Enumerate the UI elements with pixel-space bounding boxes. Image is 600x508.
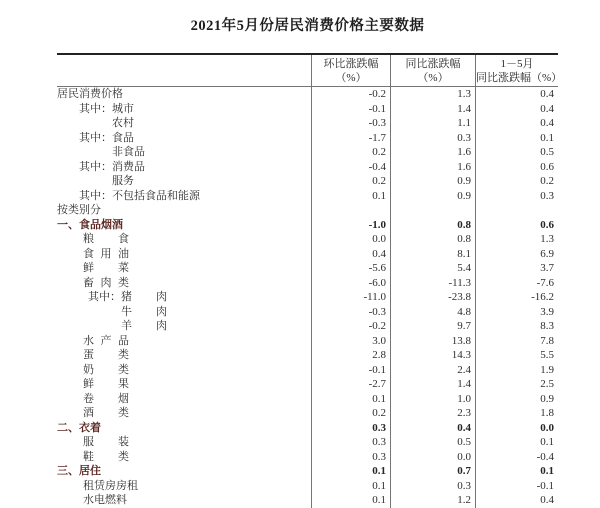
row-label-text: 蛋类 <box>83 349 129 361</box>
row-label <box>57 363 311 378</box>
row-value: 3.7 <box>475 261 558 276</box>
row-label-text: 农村 <box>112 117 134 129</box>
row-value: 0.0 <box>390 450 475 465</box>
row-value: 0.7 <box>390 464 475 479</box>
row-value: 0.1 <box>475 464 558 479</box>
row-label-text: 酒类 <box>83 407 129 419</box>
row-label <box>57 189 311 204</box>
table-row <box>57 334 558 349</box>
row-value: 2.3 <box>390 406 475 421</box>
table-row <box>57 450 558 465</box>
row-label <box>57 305 311 320</box>
row-value: -11.0 <box>311 290 390 305</box>
row-value: 0.1 <box>475 435 558 450</box>
row-label <box>57 276 311 291</box>
table-row <box>57 319 558 334</box>
table-row <box>57 290 558 305</box>
row-value: -11.3 <box>390 276 475 291</box>
row-label-text: 非食品 <box>112 146 145 158</box>
table-row <box>57 261 558 276</box>
table-row <box>57 189 558 204</box>
row-value: 0.4 <box>311 247 390 262</box>
row-label-text: 食用油 <box>83 247 129 260</box>
row-label <box>57 87 311 102</box>
column-header-mom: 环比涨跌幅 （%） <box>311 55 390 86</box>
row-value: 0.3 <box>390 479 475 494</box>
row-value: 4.8 <box>390 305 475 320</box>
row-value: -6.0 <box>311 276 390 291</box>
row-label-prefix: 其中： <box>88 291 121 303</box>
table-row <box>57 305 558 320</box>
row-value: 0.3 <box>311 435 390 450</box>
row-label-text: 猪肉 <box>121 291 167 303</box>
row-value: 0.1 <box>311 493 390 508</box>
row-label <box>57 116 311 131</box>
row-value: 3.0 <box>311 334 390 349</box>
table-row <box>57 145 558 160</box>
row-value: 0.3 <box>311 450 390 465</box>
table-row <box>57 87 558 102</box>
row-label-text: 二、衣着 <box>57 421 101 434</box>
row-value: 1.6 <box>390 145 475 160</box>
row-value: 0.1 <box>311 392 390 407</box>
row-label <box>57 290 311 305</box>
row-value: -16.2 <box>475 290 558 305</box>
row-label <box>57 203 311 218</box>
row-label <box>57 131 311 146</box>
row-label <box>57 232 311 247</box>
row-value: 0.1 <box>475 131 558 146</box>
row-value: -0.1 <box>311 363 390 378</box>
row-value: 14.3 <box>390 348 475 363</box>
table-row <box>57 363 558 378</box>
row-value: 0.2 <box>311 174 390 189</box>
row-value: 1.4 <box>390 102 475 117</box>
row-value: 8.3 <box>475 319 558 334</box>
row-value: 1.8 <box>475 406 558 421</box>
row-value: 2.5 <box>475 377 558 392</box>
row-value: 9.7 <box>390 319 475 334</box>
row-label <box>57 435 311 450</box>
row-value: 0.8 <box>390 218 475 233</box>
row-value: -0.2 <box>311 319 390 334</box>
row-value: 7.8 <box>475 334 558 349</box>
row-value: 13.8 <box>390 334 475 349</box>
row-label-text: 鲜菜 <box>83 262 129 274</box>
row-value: 5.4 <box>390 261 475 276</box>
row-value: -0.1 <box>311 102 390 117</box>
row-label-text: 羊肉 <box>121 320 167 332</box>
row-label <box>57 421 311 436</box>
row-value: -0.2 <box>311 87 390 102</box>
row-value <box>311 203 390 218</box>
row-label-prefix: 其中： <box>79 102 112 115</box>
row-label <box>57 464 311 479</box>
row-label-text: 三、居住 <box>57 465 101 477</box>
row-label-text: 奶类 <box>83 363 129 376</box>
table-row <box>57 276 558 291</box>
row-value: 6.9 <box>475 247 558 262</box>
table-row <box>57 203 558 218</box>
row-label-text: 不包括食品和能源 <box>112 189 200 202</box>
row-value: 8.1 <box>390 247 475 262</box>
row-label-text: 食品 <box>112 131 134 144</box>
row-value: -0.3 <box>311 305 390 320</box>
row-value: 1.2 <box>390 493 475 508</box>
table-header-row <box>57 53 563 87</box>
row-value: 0.4 <box>475 493 558 508</box>
row-value: 0.4 <box>475 116 558 131</box>
row-label <box>57 348 311 363</box>
row-value: 0.6 <box>475 160 558 175</box>
row-value: 0.8 <box>390 232 475 247</box>
table-body <box>57 87 558 508</box>
row-value: 1.1 <box>390 116 475 131</box>
row-value: 0.3 <box>390 131 475 146</box>
row-value: 0.1 <box>311 189 390 204</box>
row-label-text: 租赁房房租 <box>83 479 138 492</box>
table-row <box>57 464 558 479</box>
row-value: 0.4 <box>475 87 558 102</box>
column-header-yoy: 同比涨跌幅 （%） <box>390 55 475 86</box>
row-label-text: 牛肉 <box>121 305 167 318</box>
row-label <box>57 319 311 334</box>
table-row <box>57 493 558 508</box>
row-label <box>57 247 311 262</box>
row-value: 0.2 <box>311 145 390 160</box>
row-value: 2.8 <box>311 348 390 363</box>
row-label-prefix: 其中： <box>79 131 112 144</box>
row-value: 0.5 <box>390 435 475 450</box>
row-value: 1.3 <box>475 232 558 247</box>
row-label-text: 鞋类 <box>83 450 129 463</box>
row-value: 0.9 <box>475 392 558 407</box>
row-label <box>57 450 311 465</box>
row-value: -2.7 <box>311 377 390 392</box>
row-label <box>57 479 311 494</box>
column-header-empty <box>57 55 311 86</box>
row-value: 0.9 <box>390 189 475 204</box>
row-label-text: 鲜果 <box>83 378 129 390</box>
table-row <box>57 479 558 494</box>
row-value: 0.3 <box>475 189 558 204</box>
row-label <box>57 406 311 421</box>
row-value: 0.2 <box>311 406 390 421</box>
row-label <box>57 261 311 276</box>
row-value <box>390 203 475 218</box>
row-label-prefix: 其中： <box>79 160 112 173</box>
row-value: 0.6 <box>475 218 558 233</box>
row-value: 0.4 <box>475 102 558 117</box>
row-value: -1.7 <box>311 131 390 146</box>
row-value: 1.0 <box>390 392 475 407</box>
row-value: 1.4 <box>390 377 475 392</box>
row-value: -0.4 <box>311 160 390 175</box>
row-label <box>57 174 311 189</box>
row-label <box>57 102 311 117</box>
row-value: 0.9 <box>390 174 475 189</box>
table-row <box>57 392 558 407</box>
row-label <box>57 377 311 392</box>
row-value: 1.6 <box>390 160 475 175</box>
table-row <box>57 406 558 421</box>
table-row <box>57 131 558 146</box>
table-row <box>57 174 558 189</box>
row-value: 0.0 <box>475 421 558 436</box>
row-label-text: 城市 <box>112 102 134 115</box>
row-value: -23.8 <box>390 290 475 305</box>
row-value: 1.3 <box>390 87 475 102</box>
page-title: 2021年5月份居民消费价格主要数据 <box>190 18 425 34</box>
row-label <box>57 160 311 175</box>
table-row <box>57 435 558 450</box>
row-value: -0.3 <box>311 116 390 131</box>
table-row <box>57 160 558 175</box>
row-value: 0.5 <box>475 145 558 160</box>
table-row <box>57 348 558 363</box>
table-row <box>57 247 558 262</box>
row-value: 2.4 <box>390 363 475 378</box>
row-value <box>475 203 558 218</box>
row-label-text: 按类别分 <box>57 204 101 216</box>
row-value: 0.3 <box>311 421 390 436</box>
cpi-table <box>57 53 563 508</box>
row-label-text: 粮食 <box>83 233 129 245</box>
row-label-prefix: 其中： <box>79 189 112 202</box>
row-value: -0.4 <box>475 450 558 465</box>
row-value: 0.0 <box>311 232 390 247</box>
row-label <box>57 334 311 349</box>
row-label <box>57 145 311 160</box>
row-value: 0.1 <box>311 464 390 479</box>
row-value: 0.4 <box>390 421 475 436</box>
row-value: 3.9 <box>475 305 558 320</box>
row-label-text: 水电燃料 <box>83 494 127 506</box>
row-value: -1.0 <box>311 218 390 233</box>
row-value: 0.1 <box>311 479 390 494</box>
row-label-text: 一、食品烟酒 <box>57 218 123 231</box>
row-label <box>57 218 311 233</box>
table-row <box>57 232 558 247</box>
column-header-jan-may-yoy: 1－5月 同比涨跌幅（%） <box>475 55 558 86</box>
row-label-text: 水产品 <box>83 334 129 347</box>
table-row <box>57 102 558 117</box>
row-label-text: 居民消费价格 <box>57 88 123 100</box>
row-value: -7.6 <box>475 276 558 291</box>
row-label-text: 服装 <box>83 436 129 448</box>
row-label-text: 畜肉类 <box>83 276 129 289</box>
table-row <box>57 377 558 392</box>
table-row <box>57 421 558 436</box>
row-label-text: 消费品 <box>112 160 145 173</box>
table-row <box>57 116 558 131</box>
row-value: -5.6 <box>311 261 390 276</box>
row-label <box>57 493 311 508</box>
row-label-text: 服务 <box>112 175 134 187</box>
row-label-text: 卷烟 <box>83 392 129 405</box>
row-label <box>57 392 311 407</box>
table-row <box>57 218 558 233</box>
row-value: 1.9 <box>475 363 558 378</box>
row-value: 5.5 <box>475 348 558 363</box>
row-value: -0.1 <box>475 479 558 494</box>
row-value: 0.2 <box>475 174 558 189</box>
